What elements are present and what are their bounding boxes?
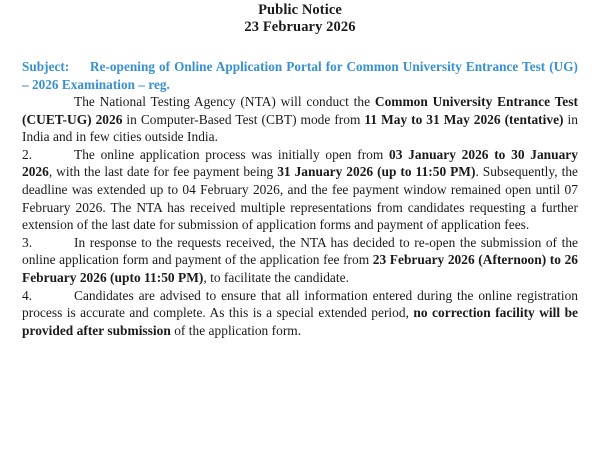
body-text: , to facilitate the candidate. <box>203 269 349 285</box>
paragraph-number: 2. <box>22 146 33 162</box>
body-text: of the application form. <box>170 322 302 338</box>
document-header <box>22 2 578 35</box>
paragraph-number: 3. <box>22 234 33 250</box>
emphasized-text: Common University Entrance Test (CUET-UG) 2026 <box>22 94 578 127</box>
subject-block <box>22 58 578 93</box>
notice-date: 23 February 2026 <box>244 18 356 35</box>
paragraph-number: 4. <box>22 287 33 303</box>
body-text: The online application process was initially open from <box>74 146 390 162</box>
paragraph-1 <box>22 93 578 146</box>
emphasized-text: 23 February 2026 (Afternoon) to 26 February 2026 (upto 11:50 PM) <box>22 252 578 285</box>
body-text: in India and in few cities outside India. <box>22 111 578 145</box>
paragraph-3 <box>22 234 578 287</box>
subject-text: Re-opening of Online Application Portal for Common University Entrance Test (UG) – 2026 Examination – reg. <box>22 59 578 92</box>
body-text: In response to the requests received, the NTA has decided to re-open the submission of the online application form and payment of the application fee from <box>22 234 578 268</box>
paragraph-2 <box>22 146 578 234</box>
body-text: Candidates are advised to ensure that all information entered during the online registration process is accurate and complete. As this is a special extended period, <box>22 287 578 321</box>
emphasized-text: 11 May to 31 May 2026 (tentative) <box>364 111 564 127</box>
emphasized-text: 03 January 2026 to 30 January 2026 <box>22 146 578 180</box>
body-text: in Computer-Based Test (CBT) mode from <box>122 111 365 127</box>
body-text: . Subsequently, the deadline was extended up to 04 February 2026, and the fee payment window remained open until 07 February 2026. The NTA has received multiple representations from candidates requesting a further extension of the last date for submission of application forms and payment of application fees. <box>22 164 578 233</box>
emphasized-text: 31 January 2026 (up to 11:50 PM) <box>277 164 476 180</box>
body-text: , with the last date for fee payment being <box>48 164 278 180</box>
subject-label: Subject: <box>22 59 70 74</box>
paragraph-4 <box>22 287 578 340</box>
emphasized-text: no correction facility will be provided after submission <box>22 305 578 338</box>
page-title: Public Notice <box>258 2 342 18</box>
body-text: The National Testing Agency (NTA) will conduct the <box>74 94 375 109</box>
